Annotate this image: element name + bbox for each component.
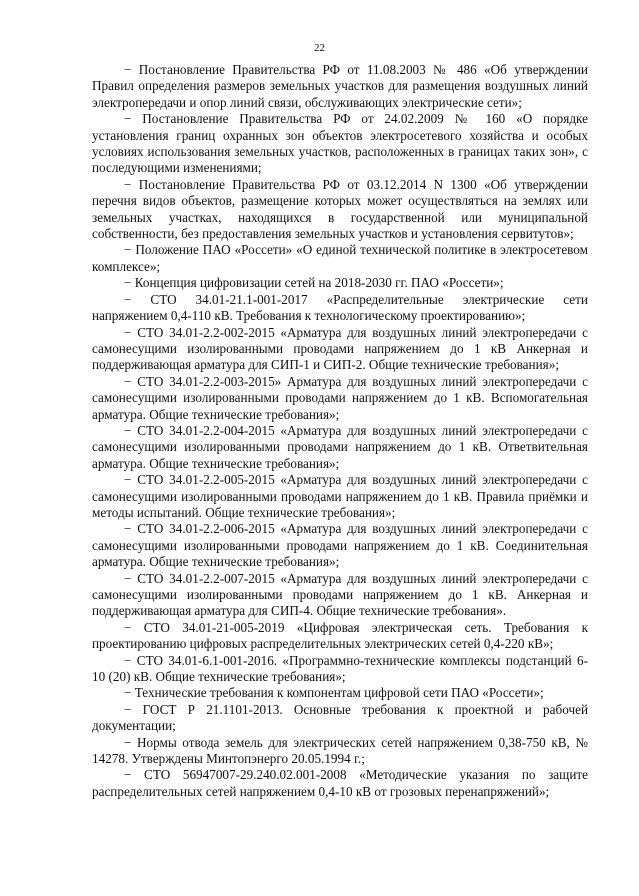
list-item: − СТО 56947007-29.240.02.001-2008 «Методические указания по защите распределительных сетей напряжением 0,4-10 кВ от грозовых перенапряжений»; — [92, 767, 588, 799]
list-item: − ГОСТ Р 21.1101-2013. Основные требования к проектной и рабочей документации; — [92, 701, 588, 734]
list-item: − СТО 34.01-2.2-004-2015 «Арматура для воздушных линий электропередачи с самонесущими изолированными проводами напряжением до 1 кВ. Ответвительная арматура. Общие технические требования»; — [92, 422, 588, 471]
list-item: − СТО 34.01-2.2-003-2015» Арматура для воздушных линий электропередачи с самонесущими изолированными проводами напряжением до 1 кВ. Вспомогательная арматура. Общие технические требования»; — [92, 373, 588, 422]
list-item: − СТО 34.01-21.1-001-2017 «Распределительные электрические сети напряжением 0,4-110 кВ. Требования к технологическому проектированию»; — [92, 291, 588, 324]
list-item: − СТО 34.01-21-005-2019 «Цифровая электрическая сеть. Требования к проектированию цифровых распределительных электрических сетей 0,4-220 кВ»; — [92, 619, 588, 652]
list-item: − Нормы отвода земель для электрических сетей напряжением 0,38-750 кВ, № 14278. Утверждены Минтопэнерго 20.05.1994 г.; — [92, 734, 588, 767]
list-item: − СТО 34.01-2.2-006-2015 «Арматура для воздушных линий электропередачи с самонесущими изолированными проводами напряжением до 1 кВ. Соединительная арматура. Общие технические требования»; — [92, 521, 588, 570]
list-item: − СТО 34.01-2.2-005-2015 «Арматура для воздушных линий электропередачи с самонесущими изолированными проводами напряжением до 1 кВ. Правила приёмки и методы испытаний. Общие технические требования»; — [92, 472, 588, 520]
list-item: − Постановление Правительства РФ от 11.08.2003 № 486 «Об утверждении Правил определения размеров земельных участков для размещения воздушных линий электропередачи и опор линий связи, обслуживающих электрические сети»; — [92, 62, 588, 110]
list-item: − Положение ПАО «Россети» «О единой технической политике в электросетевом комплексе»; — [92, 242, 588, 274]
list-item: − СТО 34.01-6.1-001-2016. «Программно-технические комплексы подстанций 6-10 (20) кВ. Общие технические требования»; — [92, 652, 588, 685]
list-item: − Концепция цифровизации сетей на 2018-2030 гг. ПАО «Россети»; — [124, 275, 504, 291]
list-item: − СТО 34.01-2.2-007-2015 «Арматура для воздушных линий электропередачи с самонесущими изолированными проводами напряжением до 1 кВ. Анкерная и поддерживающая арматура для СИП-4. Общие технические требования». — [92, 570, 588, 619]
page-number: 22 — [314, 42, 325, 54]
list-item: − СТО 34.01-2.2-002-2015 «Арматура для воздушных линий электропередачи с самонесущими изолированными проводами напряжением до 1 кВ Анкерная и поддерживающая арматура для СИП-1 и СИП-2. Общие технические требования»; — [92, 324, 588, 373]
list-item: − Технические требования к компонентам цифровой сети ПАО «Россети»; — [124, 685, 544, 701]
list-item: − Постановление Правительства РФ от 03.12.2014 N 1300 «Об утверждении перечня видов объектов, размещение которых может осуществляться на землях или земельных участках, находящихся в государственной или муниципальной собственности, без предоставления земельных участков и установления сервитутов»; — [92, 176, 588, 242]
regulation-list — [92, 62, 588, 800]
list-item: − Постановление Правительства РФ от 24.02.2009 № 160 «О порядке установления границ охранных зон объектов электросетевого хозяйства и особых условиях использования земельных участков, расположенных в границах таких зон», с последующими изменениями; — [92, 111, 588, 176]
